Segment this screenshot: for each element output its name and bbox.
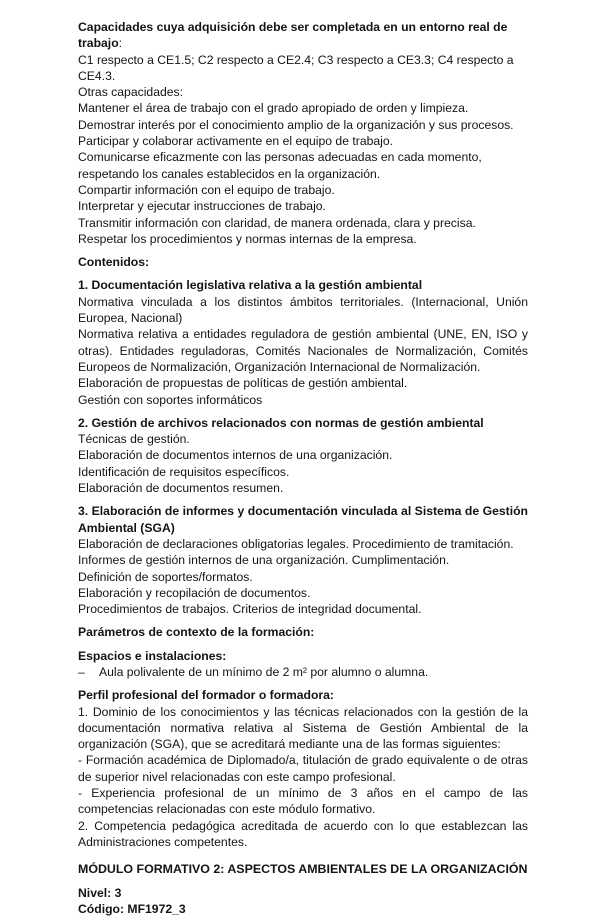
content-item: Normativa vinculada a los distintos ámbitos territoriales. (Internacional, Unión Europea, Nacional) — [78, 294, 528, 326]
content-item: Técnicas de gestión. — [78, 432, 190, 447]
capacidades-heading: Capacidades cuya adquisición debe ser completada en un entorno real de trabajo — [78, 20, 508, 51]
otras-capacidad-item: Interpretar y ejecutar instrucciones de trabajo. — [78, 199, 326, 214]
otras-capacidad-item: Transmitir información con claridad, de manera ordenada, clara y precisa. — [78, 215, 476, 230]
module-level: Nivel: 3 — [78, 885, 122, 900]
content-item: Gestión con soportes informáticos — [78, 392, 263, 407]
module-code: Código: MF1972_3 — [78, 901, 186, 916]
espacios-item — [78, 664, 528, 680]
content-item: Elaboración de documentos resumen. — [78, 481, 284, 496]
otras-capacidad-item: Mantener el área de trabajo con el grado apropiado de orden y limpieza. — [78, 101, 469, 116]
espacios-item-text: Aula polivalente de un mínimo de 2 m² por alumno o alumna. — [99, 664, 429, 679]
espacios-heading: Espacios e instalaciones: — [78, 648, 227, 663]
capacidades-heading-line — [78, 19, 528, 52]
content-item: Normativa relativa a entidades reguladora de gestión ambiental (UNE, EN, ISO y otras). Entidades reguladoras, Comités Nacionales de Normalización, Comités Europeos de Normalización, Organización Internacional de Normalización. — [78, 327, 528, 374]
content-item: Elaboración de propuestas de políticas de gestión ambiental. — [78, 376, 408, 391]
otras-capacidad-item: Compartir información con el equipo de trabajo. — [78, 182, 335, 197]
content-section-title: 3. Elaboración de informes y documentación vinculada al Sistema de Gestión Ambiental (SGA) — [78, 504, 528, 535]
dash-bullet-icon: – — [78, 664, 85, 679]
content-item: Elaboración y recopilación de documentos. — [78, 585, 311, 600]
content-item: Elaboración de documentos internos de una organización. — [78, 448, 393, 463]
content-item: Informes de gestión internos de una organización. Cumplimentación. — [78, 553, 450, 568]
perfil-paragraph: - Formación académica de Diplomado/a, titulación de grado equivalente o de otras de superior nivel relacionadas con este campo profesional. — [78, 753, 528, 784]
content-item: Procedimientos de trabajos. Criterios de integridad documental. — [78, 602, 422, 617]
otras-capacidad-item: Respetar los procedimientos y normas internas de la empresa. — [78, 231, 417, 246]
otras-capacidad-item: Demostrar interés por el conocimiento amplio de la organización y sus procesos. — [78, 117, 514, 132]
perfil-paragraph: - Experiencia profesional de un mínimo de 3 años en el campo de las competencias relacionadas con este módulo formativo. — [78, 786, 528, 817]
otras-capacidad-item: Comunicarse eficazmente con las personas adecuadas en cada momento, respetando los canales establecidos en la organización. — [78, 150, 482, 181]
perfil-paragraph: 1. Dominio de los conocimientos y las técnicas relacionados con la gestión de la documentación normativa relativa al Sistema de Gestión Ambiental de la organización (SGA), que se acreditará mediante una de las formas siguientes: — [78, 704, 528, 752]
perfil-heading: Perfil profesional del formador o formadora: — [78, 688, 334, 703]
content-item: Identificación de requisitos específicos. — [78, 464, 290, 479]
parametros-heading: Parámetros de contexto de la formación: — [78, 625, 315, 640]
perfil-paragraph: 2. Competencia pedagógica acreditada de acuerdo con lo que establezcan las Administraciones competentes. — [78, 818, 528, 849]
capacidades-heading-colon: : — [118, 36, 123, 51]
contenidos-heading: Contenidos: — [78, 255, 150, 270]
content-section-title: 1. Documentación legislativa relativa a la gestión ambiental — [78, 278, 423, 293]
content-item: Elaboración de declaraciones obligatorias legales. Procedimiento de tramitación. — [78, 536, 514, 551]
real-environment-capacities: C1 respecto a CE1.5; C2 respecto a CE2.4; C3 respecto a CE3.3; C4 respecto a CE4.3. — [78, 52, 514, 83]
otras-capacidades-label: Otras capacidades: — [78, 85, 184, 100]
content-item: Definición de soportes/formatos. — [78, 569, 253, 584]
content-section-title: 2. Gestión de archivos relacionados con normas de gestión ambiental — [78, 415, 484, 430]
module-title: MÓDULO FORMATIVO 2: ASPECTOS AMBIENTALES DE LA ORGANIZACIÓN — [78, 862, 528, 877]
document-page — [78, 19, 528, 917]
otras-capacidad-item: Participar y colaborar activamente en el equipo de trabajo. — [78, 134, 394, 149]
